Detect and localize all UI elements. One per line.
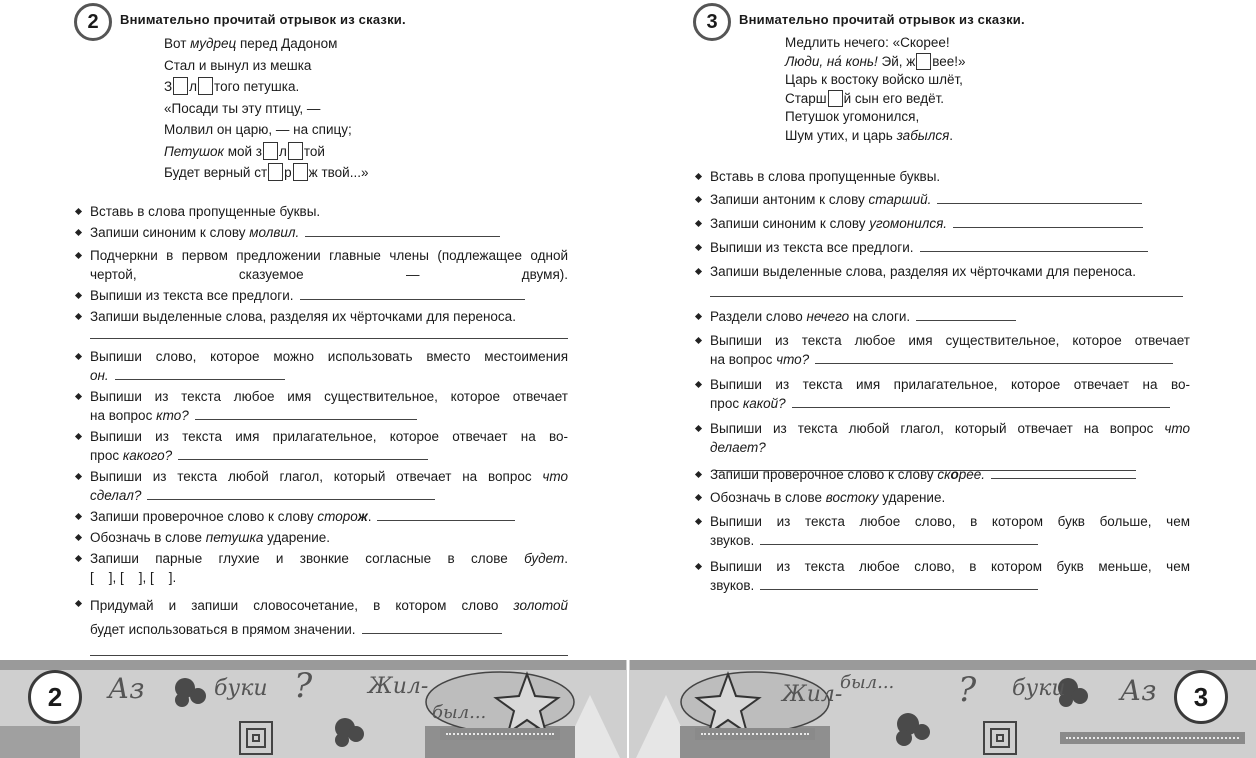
task-number-badge: 3	[693, 3, 731, 41]
task-synonym: Запиши синоним к слову молвил.	[73, 223, 568, 242]
task-underline-members: Подчеркни в первом предложении главные члены (подлежащее одной чертой, сказуемое — двумя).	[73, 246, 568, 284]
page-number: 2	[28, 670, 82, 724]
answer-line[interactable]	[147, 489, 435, 500]
task-fewer-letters: Выпиши из текста любое слово, в котором букв меньше, чем звуков.	[693, 557, 1190, 595]
maze-icon	[984, 722, 1016, 754]
script-byl: был...	[432, 702, 487, 723]
blob-icon	[896, 713, 930, 746]
answer-line[interactable]	[90, 338, 568, 339]
answer-line[interactable]	[195, 409, 417, 420]
answer-line[interactable]	[300, 289, 525, 300]
poem-line: Молвил он царю, — на спицу;	[164, 122, 352, 137]
answer-line[interactable]	[916, 310, 1016, 321]
script-az: Аз	[1120, 674, 1157, 707]
missing-letter-box[interactable]	[173, 77, 188, 95]
poem-line: Будет верный ст р ж твой...»	[164, 165, 369, 180]
task-paired-consonants: Запиши парные глухие и звонкие согласные в слове будет. [ ], [ ], [ ].	[73, 549, 568, 587]
task-insert-letters: Вставь в слова пропущенные буквы.	[73, 202, 568, 221]
missing-letter-box[interactable]	[263, 142, 278, 160]
answer-line[interactable]	[305, 226, 500, 237]
dotted-strip	[695, 728, 815, 740]
task-verb: Выпиши из текста любой глагол, который отвечает на вопрос что делает?	[693, 419, 1190, 476]
task-noun: Выпиши из текста любое имя существительное, которое отвечает на вопрос что?	[693, 331, 1190, 369]
poem-excerpt	[785, 34, 966, 146]
missing-letter-box[interactable]	[198, 77, 213, 95]
panel-shape	[0, 726, 80, 758]
script-byl: был...	[840, 672, 895, 693]
answer-line[interactable]	[362, 623, 502, 634]
answer-line[interactable]	[760, 534, 1038, 545]
answer-line[interactable]	[178, 449, 428, 460]
task-synonym: Запиши синоним к слову угомонился.	[693, 214, 1190, 233]
task-syllables: Раздели слово нечего на слоги.	[693, 307, 1190, 326]
poem-line: З л того петушка.	[164, 79, 300, 94]
script-buki: буки	[214, 676, 268, 701]
poem-line: Петушок мой з л той	[164, 143, 325, 159]
answer-line[interactable]	[90, 655, 568, 656]
script-az: Аз	[108, 672, 145, 705]
blob-icon	[335, 718, 364, 747]
script-jil: Жил-	[782, 682, 843, 707]
poem-line: Вот мудрец перед Дадоном	[164, 36, 338, 51]
task-phrase: Придумай и запиши словосочетание, в котором слово золотой будет использоваться в прямом значении.	[73, 594, 568, 642]
missing-letter-box[interactable]	[268, 163, 283, 181]
answer-line[interactable]	[377, 510, 515, 521]
answer-line[interactable]	[115, 369, 285, 380]
missing-letter-box[interactable]	[828, 90, 843, 107]
task-noun: Выпиши из текста любое имя существительное, которое отвечает на вопрос кто?	[73, 387, 568, 425]
poem-excerpt	[164, 33, 368, 184]
task-hyphenation: Запиши выделенные слова, разделяя их чёрточками для переноса.	[73, 307, 568, 326]
poem-line: «Посади ты эту птицу, —	[164, 100, 321, 116]
dotted-strip	[1060, 732, 1245, 744]
task-antonym: Запиши антоним к слову старший.	[693, 190, 1190, 209]
blob-icon	[175, 678, 206, 707]
task-title: Внимательно прочитай отрывок из сказки.	[739, 12, 1025, 27]
script-jil: Жил-	[368, 674, 429, 699]
task-check-word: Запиши проверочное слово к слову сторож.	[73, 507, 568, 526]
task-prepositions: Выпиши из текста все предлоги.	[693, 238, 1190, 257]
task-adjective: Выпиши из текста имя прилагательное, которое отвечает на во- прос какой?	[693, 375, 1190, 413]
poem-line: Стал и вынул из мешка	[164, 57, 312, 73]
poem-line: Шум утих, и царь забылся.	[785, 127, 954, 143]
answer-line[interactable]	[792, 397, 1170, 408]
answer-line[interactable]	[937, 193, 1142, 204]
task-pronoun: Выпиши слово, которое можно использовать вместо местоимения он.	[73, 347, 568, 385]
task-number-badge: 2	[74, 3, 112, 41]
question-mark-icon: ?	[294, 666, 313, 706]
task-hyphenation: Запиши выделенные слова, разделяя их чёрточками для переноса.	[693, 262, 1190, 281]
task-insert-letters: Вставь в слова пропущенные буквы.	[693, 167, 1190, 186]
maze-icon	[240, 722, 272, 754]
right-page	[628, 0, 1256, 660]
task-stress: Обозначь в слове востоку ударение.	[693, 488, 1190, 507]
missing-letter-box[interactable]	[288, 142, 303, 160]
answer-line[interactable]	[760, 579, 1038, 590]
answer-line[interactable]	[920, 241, 1148, 252]
answer-line[interactable]	[953, 217, 1143, 228]
left-page	[0, 0, 628, 660]
missing-letter-box[interactable]	[293, 163, 308, 181]
dotted-strip	[440, 728, 560, 740]
answer-line[interactable]	[991, 468, 1136, 479]
poem-line: Петушок угомонился,	[785, 109, 920, 125]
task-check-word: Запиши проверочное слово к слову скорее.	[693, 465, 1190, 484]
task-prepositions: Выпиши из текста все предлоги.	[73, 286, 568, 305]
missing-letter-box[interactable]	[916, 53, 931, 70]
task-stress: Обозначь в слове петушка ударение.	[73, 528, 568, 547]
poem-line: Царь к востоку войско шлёт,	[785, 72, 963, 88]
poem-line: Люди, на́ конь! Эй, ж вее!»	[785, 53, 966, 69]
task-verb: Выпиши из текста любой глагол, который отвечает на вопрос что сделал?	[73, 467, 568, 505]
task-more-letters: Выпиши из текста любое слово, в котором букв больше, чем звуков.	[693, 512, 1190, 550]
task-adjective: Выпиши из текста имя прилагательное, которое отвечает на во- прос какого?	[73, 427, 568, 465]
answer-line[interactable]	[710, 296, 1183, 297]
poem-line: Медлить нечего: «Скорее!	[785, 35, 950, 50]
question-mark-icon: ?	[958, 670, 977, 710]
answer-line[interactable]	[815, 353, 1173, 364]
poem-line: Старш й сын его ведёт.	[785, 90, 945, 106]
decorative-footer	[0, 660, 1256, 758]
page-number: 3	[1174, 670, 1228, 724]
script-buki: буки	[1012, 676, 1066, 701]
task-title: Внимательно прочитай отрывок из сказки.	[120, 12, 406, 27]
